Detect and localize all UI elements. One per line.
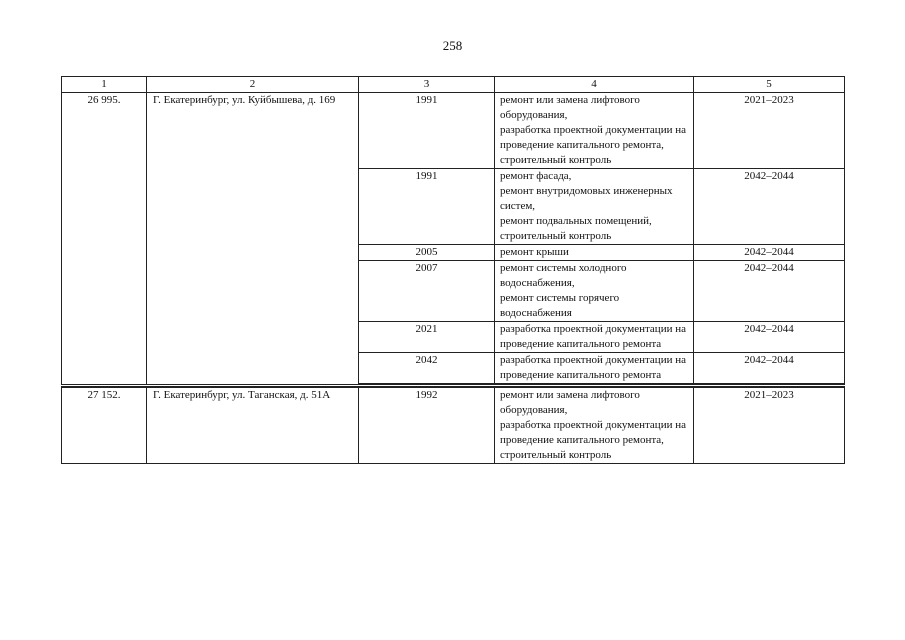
works-description: ремонт системы холодного водоснабжения, ремонт системы горячего водоснабжения: [495, 261, 694, 322]
commission-year: 2007: [359, 261, 495, 322]
repair-period: 2042–2044: [694, 169, 845, 245]
record-number: 26 995.: [62, 93, 147, 385]
capital-repair-table: [61, 76, 845, 464]
commission-year: 1991: [359, 169, 495, 245]
commission-year: 1992: [359, 387, 495, 464]
column-header-1: 1: [62, 77, 147, 93]
works-description: ремонт фасада, ремонт внутридомовых инженерных систем, ремонт подвальных помещений, строительный контроль: [495, 169, 694, 245]
repair-period: 2042–2044: [694, 353, 845, 385]
repair-period: 2021–2023: [694, 93, 845, 169]
repair-period: 2042–2044: [694, 322, 845, 353]
record-address: Г. Екатеринбург, ул. Таганская, д. 51А: [147, 387, 359, 464]
page-number: 258: [442, 38, 463, 53]
works-description: ремонт или замена лифтового оборудования, разработка проектной документации на проведение капитального ремонта, строительный контроль: [495, 387, 694, 464]
column-header-4: 4: [495, 77, 694, 93]
table-row: [62, 93, 845, 169]
column-header-3: 3: [359, 77, 495, 93]
repair-period: 2021–2023: [694, 387, 845, 464]
record-address: Г. Екатеринбург, ул. Куйбышева, д. 169: [147, 93, 359, 385]
works-description: разработка проектной документации на проведение капитального ремонта: [495, 322, 694, 353]
works-description: ремонт крыши: [495, 245, 694, 261]
repair-period: 2042–2044: [694, 245, 845, 261]
table-header-row: [62, 77, 845, 93]
column-header-2: 2: [147, 77, 359, 93]
table-row: [62, 387, 845, 464]
repair-period: 2042–2044: [694, 261, 845, 322]
commission-year: 1991: [359, 93, 495, 169]
commission-year: 2005: [359, 245, 495, 261]
commission-year: 2021: [359, 322, 495, 353]
record-number: 27 152.: [62, 387, 147, 464]
column-header-5: 5: [694, 77, 845, 93]
works-description: ремонт или замена лифтового оборудования, разработка проектной документации на проведение капитального ремонта, строительный контроль: [495, 93, 694, 169]
commission-year: 2042: [359, 353, 495, 385]
works-description: разработка проектной документации на проведение капитального ремонта: [495, 353, 694, 385]
